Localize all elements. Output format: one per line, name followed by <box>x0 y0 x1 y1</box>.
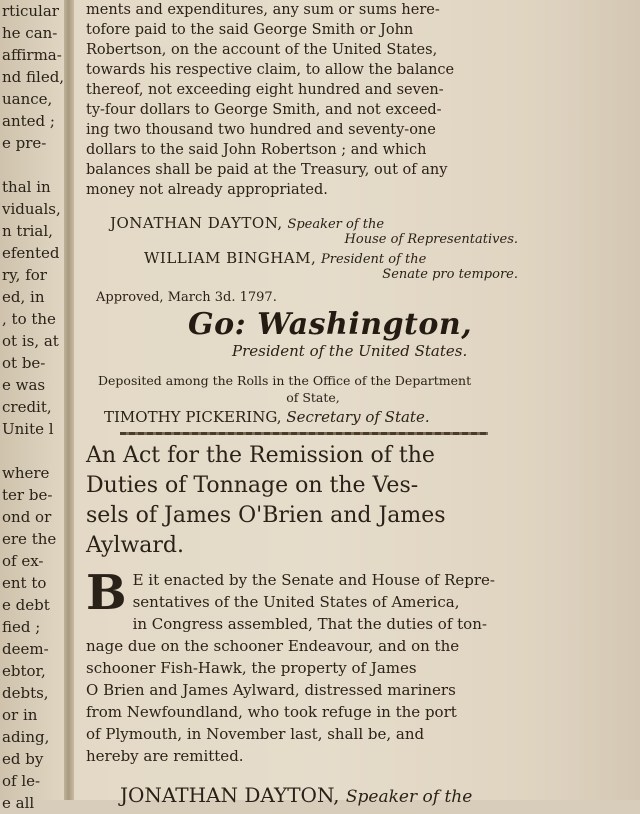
text-line: e all <box>2 794 35 812</box>
president-title: President of the United States. <box>232 342 468 360</box>
text-line: dollars to the said John Robertson ; and which <box>86 142 427 158</box>
text-line: uance, <box>2 90 53 108</box>
enactment-paragraph <box>86 565 520 767</box>
text-line: of le- <box>2 772 41 790</box>
approved-date: Approved, March 3d. 1797. <box>96 290 277 305</box>
text-line: hereby are remitted. <box>86 747 244 765</box>
text-line: ing two thousand two hundred and seventy-one <box>86 122 436 138</box>
text-line: Duties of Tonnage on the Ves- <box>86 473 419 498</box>
text-line: sels of James O'Brien and James <box>86 503 446 528</box>
text-line: rticular <box>2 2 59 20</box>
text-line: ere the <box>2 530 57 548</box>
text-line: thal in <box>2 178 51 196</box>
signature-dayton-title: House of Representatives. <box>344 232 518 247</box>
text-line: tofore paid to the said George Smith or John <box>86 22 414 38</box>
text-line: fied ; <box>2 618 41 636</box>
text-line: e debt <box>2 596 50 614</box>
text-line: nage due on the schooner Endeavour, and on the <box>86 637 460 655</box>
deposited-note: Deposited among the Rolls in the Office of the Department of State, <box>98 373 472 405</box>
text-line: towards his respective claim, to allow the balance <box>86 62 455 78</box>
text-line: ent to <box>2 574 47 592</box>
text-line: ot be- <box>2 354 46 372</box>
text-line: Robertson, on the account of the United States, <box>86 42 438 58</box>
text-line: ond or <box>2 508 52 526</box>
text-line: An Act for the Remission of the <box>86 443 435 468</box>
column-gutter <box>64 0 74 800</box>
text-line: viduals, <box>2 200 61 218</box>
signature-bingham: WILLIAM BINGHAM, President of the <box>144 249 427 267</box>
text-line: ed, in <box>2 288 45 306</box>
section-divider <box>120 432 488 435</box>
text-line: thereof, not exceeding eight hundred and seven- <box>86 82 444 98</box>
text-line <box>0 440 64 462</box>
text-line: ry, for <box>2 266 47 284</box>
main-column <box>80 0 528 807</box>
text-line: O Brien and James Aylward, distressed mariners <box>86 681 456 699</box>
text-line: of ex- <box>2 552 44 570</box>
text-line: sentatives of the United States of America, <box>132 593 460 611</box>
continued-act-text <box>86 0 520 200</box>
text-line: anted ; <box>2 112 55 130</box>
page-margin <box>528 0 640 800</box>
signature-bingham-title: Senate pro tempore. <box>382 267 518 282</box>
text-line: nd filed, <box>2 68 65 86</box>
text-line: balances shall be paid at the Treasury, out of any <box>86 162 448 178</box>
text-line: credit, <box>2 398 52 416</box>
text-line: ot is, at <box>2 332 59 350</box>
text-line: he can- <box>2 24 58 42</box>
text-line: from Newfoundland, who took refuge in the port <box>86 703 457 721</box>
text-line <box>0 154 64 176</box>
text-line: affirma- <box>2 46 62 64</box>
text-line: of Plymouth, in November last, shall be, and <box>86 725 425 743</box>
text-line: where <box>2 464 50 482</box>
text-line: ebtor, <box>2 662 46 680</box>
text-line: e pre- <box>2 134 47 152</box>
text-line: Aylward. <box>86 533 185 558</box>
text-line: ty-four dollars to George Smith, and not exceed- <box>86 102 442 118</box>
drop-cap: B <box>86 565 127 621</box>
signature-dayton-bottom: JONATHAN DAYTON, Speaker of the <box>120 783 473 807</box>
act-heading <box>86 441 520 561</box>
text-line: E it enacted by the Senate and House of Repre- <box>132 571 495 589</box>
text-line: ading, <box>2 728 50 746</box>
text-line: in Congress assembled, That the duties of ton- <box>132 615 487 633</box>
text-line: schooner Fish-Hawk, the property of James <box>86 659 417 677</box>
text-line: e was <box>2 376 46 394</box>
text-line: efented <box>2 244 60 262</box>
text-line: money not already appropriated. <box>86 182 328 198</box>
text-line: ments and expenditures, any sum or sums here- <box>86 2 440 18</box>
signature-pickering: TIMOTHY PICKERING, Secretary of State. <box>104 408 430 426</box>
text-line: ed by <box>2 750 44 768</box>
washington-signature: Go: Washington, <box>188 307 473 342</box>
text-line: or in <box>2 706 38 724</box>
left-column-fragment <box>0 0 65 812</box>
text-line: ter be- <box>2 486 53 504</box>
text-line: , to the <box>2 310 56 328</box>
text-line: n trial, <box>2 222 53 240</box>
text-line: debts, <box>2 684 49 702</box>
text-line: Unite l <box>2 420 54 438</box>
signature-dayton: JONATHAN DAYTON, Speaker of the <box>110 214 385 232</box>
text-line: deem- <box>2 640 49 658</box>
